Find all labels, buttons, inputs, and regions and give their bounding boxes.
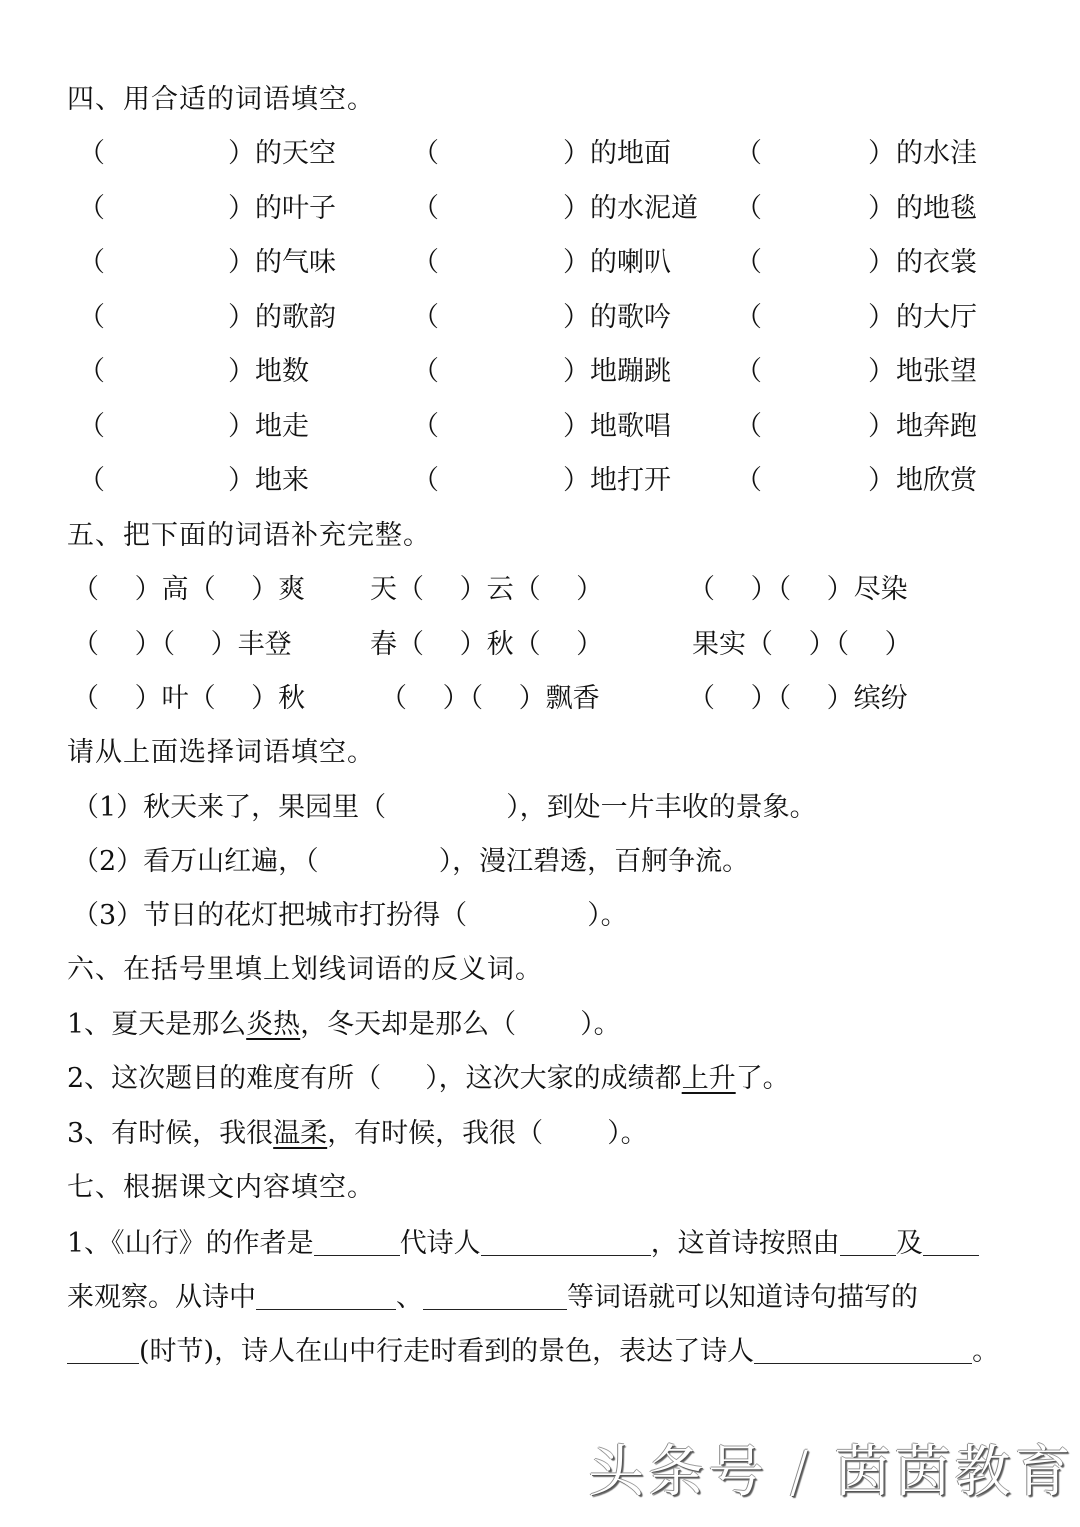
close-paren: ）	[868, 356, 895, 387]
open-paren: （	[78, 193, 105, 224]
answer-blank[interactable]	[106, 136, 228, 172]
open-paren: （	[735, 302, 762, 333]
open-paren: （	[412, 302, 439, 333]
answer-blank[interactable]	[106, 191, 228, 227]
answer-line[interactable]	[923, 1225, 979, 1256]
open-paren: （	[412, 465, 439, 496]
phrase-word: 地歌唱	[590, 411, 671, 442]
answer-blank[interactable]	[440, 136, 563, 172]
answer-blank[interactable]	[106, 463, 228, 499]
close-paren: ）	[563, 302, 590, 333]
underlined-word: 炎热	[246, 1009, 301, 1040]
phrase-word: 的大厅	[896, 302, 977, 333]
phrase-word: 的水泥道	[590, 193, 698, 224]
phrase-word: 的歌韵	[255, 302, 336, 333]
idiom-item[interactable]: 天（ ）云（ ）	[370, 574, 604, 605]
fill-item-2: （2）看万山红遍，（ ），漫江碧透，百舸争流。	[72, 846, 750, 877]
open-paren: （	[78, 138, 105, 169]
answer-blank[interactable]	[440, 409, 563, 445]
answer-blank[interactable]	[763, 354, 868, 390]
answer-line[interactable]	[67, 1333, 139, 1364]
answer-line[interactable]	[754, 1333, 972, 1364]
answer-blank[interactable]	[106, 409, 228, 445]
idiom-item[interactable]: （ ）（ ）尽染	[688, 574, 908, 605]
open-paren: （	[735, 138, 762, 169]
phrase-word: 地数	[255, 356, 309, 387]
close-paren: ）	[868, 138, 895, 169]
close-paren: ）	[228, 138, 255, 169]
close-paren: ）	[563, 138, 590, 169]
answer-blank[interactable]	[440, 300, 563, 336]
phrase-word: 的地面	[590, 138, 671, 169]
fill-item-3: （3）节日的花灯把城市打扮得（ ）。	[72, 900, 628, 931]
close-paren: ）	[563, 247, 590, 278]
open-paren: （	[412, 356, 439, 387]
section-5-title: 五、把下面的词语补充完整。	[67, 520, 431, 551]
section-7-title: 七、根据课文内容填空。	[67, 1172, 375, 1203]
open-paren: （	[412, 247, 439, 278]
close-paren: ）	[228, 411, 255, 442]
watermark: 头条号 / 茵茵教育	[588, 1440, 1075, 1505]
answer-blank[interactable]	[440, 191, 563, 227]
answer-blank[interactable]	[763, 463, 868, 499]
fill-item-1: （1）秋天来了，果园里（ ），到处一片丰收的景象。	[72, 792, 817, 823]
open-paren: （	[78, 247, 105, 278]
phrase-word: 的天空	[255, 138, 336, 169]
idiom-item[interactable]: （ ）高（ ）爽	[72, 574, 306, 605]
idiom-item[interactable]: （ ）（ ）丰登	[72, 629, 292, 660]
close-paren: ）	[868, 411, 895, 442]
antonym-item-3: 3、有时候，我很温柔，有时候，我很（ ）。	[67, 1118, 648, 1149]
phrase-word: 的衣裳	[896, 247, 977, 278]
antonym-item-2: 2、这次题目的难度有所（ ），这次大家的成绩都上升了。	[67, 1063, 790, 1094]
close-paren: ）	[868, 193, 895, 224]
phrase-word: 地走	[255, 411, 309, 442]
open-paren: （	[78, 465, 105, 496]
phrase-word: 的地毯	[896, 193, 977, 224]
answer-blank[interactable]	[763, 300, 868, 336]
answer-blank[interactable]	[440, 463, 563, 499]
open-paren: （	[735, 247, 762, 278]
answer-blank[interactable]	[763, 245, 868, 281]
answer-line[interactable]	[256, 1279, 396, 1310]
answer-line[interactable]	[314, 1225, 400, 1256]
poem-line-3: (时节)，诗人在山中行走时看到的景色，表达了诗人 。	[67, 1333, 999, 1369]
open-paren: （	[78, 356, 105, 387]
phrase-word: 的叶子	[255, 193, 336, 224]
open-paren: （	[735, 193, 762, 224]
phrase-word: 地打开	[590, 465, 671, 496]
close-paren: ）	[563, 193, 590, 224]
open-paren: （	[78, 411, 105, 442]
answer-blank[interactable]	[440, 245, 563, 281]
section-4-title: 四、用合适的词语填空。	[67, 84, 375, 115]
idiom-item[interactable]: 春（ ）秋（ ）	[370, 629, 604, 660]
open-paren: （	[78, 302, 105, 333]
open-paren: （	[735, 356, 762, 387]
phrase-word: 地奔跑	[896, 411, 977, 442]
underlined-word: 温柔	[273, 1118, 328, 1149]
close-paren: ）	[228, 302, 255, 333]
phrase-word: 的气味	[255, 247, 336, 278]
open-paren: （	[412, 411, 439, 442]
close-paren: ）	[228, 356, 255, 387]
answer-blank[interactable]	[440, 354, 563, 390]
phrase-word: 的喇叭	[590, 247, 671, 278]
antonym-item-1: 1、夏天是那么炎热，冬天却是那么（ ）。	[67, 1009, 621, 1040]
answer-line[interactable]	[423, 1279, 567, 1310]
idiom-item[interactable]: （ ）（ ）飘香	[380, 683, 600, 714]
close-paren: ）	[228, 193, 255, 224]
close-paren: ）	[228, 247, 255, 278]
open-paren: （	[735, 411, 762, 442]
idiom-item[interactable]: （ ）（ ）缤纷	[688, 683, 908, 714]
close-paren: ）	[228, 465, 255, 496]
answer-line[interactable]	[840, 1225, 896, 1256]
close-paren: ）	[868, 302, 895, 333]
phrase-word: 的歌吟	[590, 302, 671, 333]
open-paren: （	[412, 193, 439, 224]
answer-blank[interactable]	[763, 136, 868, 172]
section-5-fill-title: 请从上面选择词语填空。	[67, 737, 375, 768]
answer-blank[interactable]	[106, 300, 228, 336]
idiom-item[interactable]: 果实（ ）（ ）	[692, 629, 912, 660]
phrase-word: 地蹦跳	[590, 356, 671, 387]
answer-blank[interactable]	[763, 409, 868, 445]
close-paren: ）	[563, 356, 590, 387]
close-paren: ）	[563, 465, 590, 496]
phrase-word: 的水洼	[896, 138, 977, 169]
open-paren: （	[412, 138, 439, 169]
answer-line[interactable]	[481, 1225, 651, 1256]
answer-blank[interactable]	[763, 191, 868, 227]
poem-line-1: 1、《山行》的作者是 代诗人 ，这首诗按照由 及	[67, 1225, 979, 1261]
answer-blank[interactable]	[106, 354, 228, 390]
answer-blank[interactable]	[106, 245, 228, 281]
close-paren: ）	[868, 465, 895, 496]
section-6-title: 六、在括号里填上划线词语的反义词。	[67, 954, 543, 985]
idiom-item[interactable]: （ ）叶（ ）秋	[72, 683, 306, 714]
phrase-word: 地欣赏	[896, 465, 977, 496]
open-paren: （	[735, 465, 762, 496]
phrase-word: 地来	[255, 465, 309, 496]
poem-line-2: 来观察。从诗中 、 等词语就可以知道诗句描写的	[67, 1279, 918, 1315]
phrase-word: 地张望	[896, 356, 977, 387]
close-paren: ）	[563, 411, 590, 442]
underlined-word: 上升	[681, 1063, 736, 1094]
close-paren: ）	[868, 247, 895, 278]
